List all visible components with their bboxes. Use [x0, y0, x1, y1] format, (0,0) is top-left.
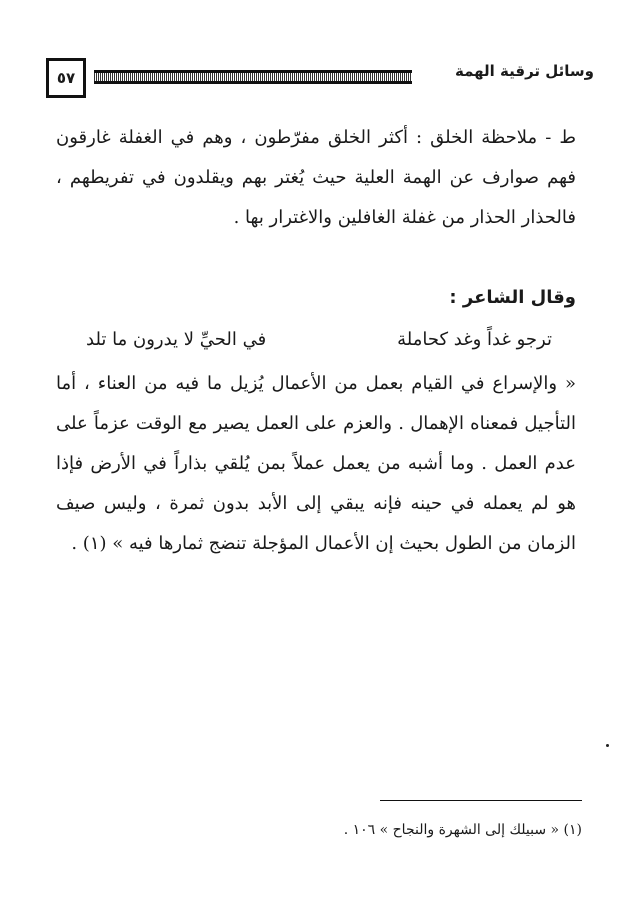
- page-header: [46, 58, 594, 104]
- footnote-rule: [380, 800, 582, 801]
- footnote: (١) « سبيلك إلى الشهرة والنجاح » ١٠٦ .: [343, 822, 582, 838]
- section-t-paragraph: ط - ملاحظة الخلق : أكثر الخلق مفرّطون ، وهم في الغفلة غارقون فهم صوارف عن الهمة العلية حيث يُغتر بهم ويقلدون في تفريطهم ، فالحذار الحذار من غفلة الغافلين والاغترار بها .: [56, 127, 576, 228]
- page-body: [56, 118, 576, 564]
- verse-first-hemistich: ترجو غداً وغد كحاملة: [397, 329, 552, 350]
- running-title: وسائل ترقية الهمة: [454, 62, 594, 80]
- poetry-verse: [56, 320, 576, 360]
- paragraph-gap: [56, 238, 576, 278]
- header-rule: [94, 70, 412, 84]
- poet-heading: وقال الشاعر :: [449, 287, 576, 308]
- quote-paragraph: « والإسراع في القيام بعمل من الأعمال يُزيل ما فيه من العناء ، أما التأجيل فمعناه الإهمال . والعزم على العمل يصير مع الوقت عزماً على عدم العمل . وما أشبه من يعمل عملاً بمن يُلقي بذاراً في الأرض فإذا هو لم يعمله في حينه فإنه يبقي إلى الأبد بدون ثمرة ، وليس صيف الزمان من الطول بحيث إن الأعمال المؤجلة تنضج ثمارها فيه » (١) .: [56, 373, 576, 554]
- page-number: ٥٧: [46, 58, 86, 98]
- verse-second-hemistich: في الحيِّ لا يدرون ما تلد: [86, 329, 267, 350]
- margin-dot: [606, 744, 609, 747]
